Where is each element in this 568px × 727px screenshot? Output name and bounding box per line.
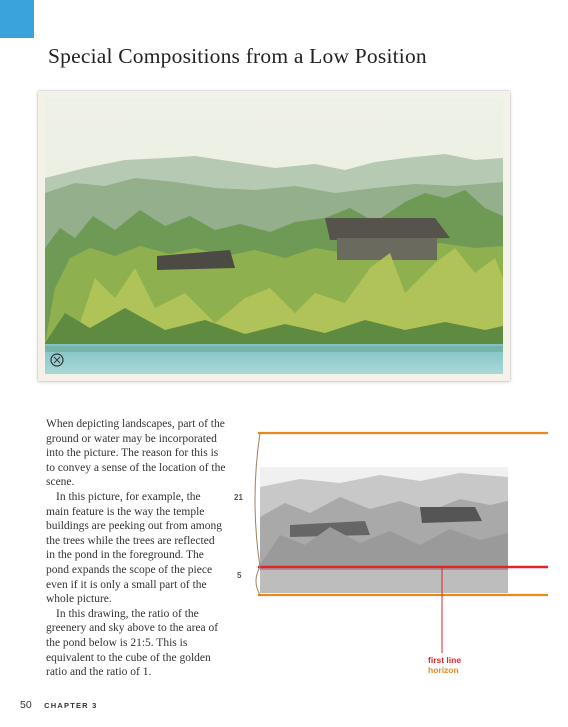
legend-first-line: first line	[428, 655, 462, 665]
paragraph-1: When depicting landscapes, part of the ground or water may be incorporated into the picture. The reason for this is to convey a sense of the location of the scene.	[46, 418, 226, 489]
legend-horizon: horizon	[428, 665, 459, 675]
page-footer	[20, 695, 97, 713]
ratio-upper-label: 21	[234, 493, 243, 502]
body-text	[46, 417, 226, 680]
paragraph-3: In this drawing, the ratio of the greenery and sky above to the area of the pond below is 21:5. This is equivalent to the cube of the golden ratio and the ratio of 1.	[46, 607, 219, 679]
ratio-lower-label: 5	[237, 571, 242, 580]
chapter-color-tab	[0, 0, 34, 38]
chapter-label: CHAPTER 3	[44, 701, 98, 710]
page-number: 50	[20, 699, 32, 711]
paragraph-2: In this picture, for example, the main feature is the way the temple buildings are peeking out from among the trees while the trees are reflected in the pond in the foreground. The pond expands the scope of the piece even if it is only a small part of the whole picture.	[46, 490, 222, 606]
ratio-diagram	[230, 425, 550, 695]
watercolor-painting	[38, 91, 510, 381]
page-title: Special Compositions from a Low Position	[48, 44, 427, 68]
